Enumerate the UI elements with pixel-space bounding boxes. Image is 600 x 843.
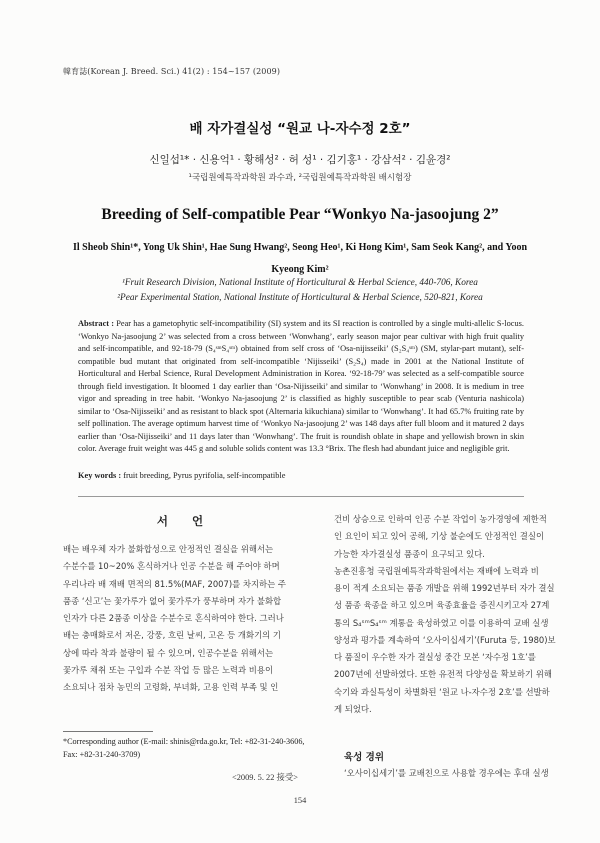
received-date: <2009. 5. 22 接受> bbox=[232, 773, 298, 782]
korean-affiliations: ¹국립원예특작과학원 과수과, ²국립원예특작과학원 배시험장 bbox=[188, 173, 412, 183]
english-title: Breeding of Self-compatible Pear “Wonkyo Na-jasoojung 2” bbox=[101, 206, 499, 223]
right-column-text: 건비 상승으로 인하여 인공 수분 작업이 농가경영에 제한적 인 요인이 되고 있어 공해, 기상 불순에도 안정적인 결실이 가능한 자가결실성 품종이 요구되고 있다. 농촌진흥청 국립원예특작과학원에서는 재배에 노력과 비 용이 적게 소요되는 품종 개발을 위해 1992년부터 자가 결실 성 품종 육종을 하고 있으며 육종효율을 증진시키고자 27계 통의 S₄ˢᵐS₄ˢᵐ 계통을 육성하였고 이를 이용하여 교배 실생 양성과 평가를 계속하여 ‘오사이십세기’(Furuta 등, 1980)보 다 품질이 우수한 자가 결실성 중간 모본 ‘자수정 1호’를 2007년에 선발하였다. 또한 유전적 다양성을 확보하기 위해 숙기와 과실특성이 차별화된 ‘원교 나-자수정 2호’를 선발하 게 되었다. bbox=[334, 514, 556, 714]
left-column-text: 배는 배우체 자가 불화합성으로 안정적인 결실을 위해서는 수분수를 10~20% 혼식하거나 인공 수분을 해 주어야 하며 우리나라 배 재배 면적의 81.5%(MAF, 2007)를 차지하는 주 품종 ‘신고’는 꽃가루가 없어 꽃가루가 풍부하며 자가 불화합 인자가 다른 2품종 이상을 수분수로 혼식하여야 한다. 그러나 배는 충매화로서 저온, 강풍, 흐린 날씨, 고온 등 개화기의 기 상에 따라 착과 불량이 될 수 있으며, 인공수분을 위해서는 꽃가루 채취 또는 구입과 수분 작업 등 많은 노력과 비용이 소요되나 점차 농민의 고령화, 부녀화, 고용 인력 부족 및 인 bbox=[63, 544, 286, 692]
page-number: 154 bbox=[293, 796, 307, 805]
affiliation-2: ²Pear Experimental Station, National Institute of Horticultural & Herbal Science, 520-821, Korea bbox=[117, 293, 483, 303]
divider bbox=[78, 496, 524, 497]
abstract bbox=[78, 318, 524, 456]
subsection-text: ‘오사이십세기’를 교배친으로 사용할 경우에는 후대 실생 bbox=[344, 768, 549, 778]
keywords bbox=[78, 471, 524, 480]
keywords-text: fruit breeding, Pyrus pyrifolia, self-incompatible bbox=[123, 471, 286, 480]
affiliation-1: ¹Fruit Research Division, National Institute of Horticultural & Herbal Science, 440-706, Korea bbox=[122, 278, 478, 288]
journal-citation: 韓育誌(Korean J. Breed. Sci.) 41(2) : 154~157 (2009) bbox=[63, 67, 281, 76]
abstract-text: Pear has a gametophytic self-incompatibility (SI) system and its SI reaction is controlled by a single multi-allelic S-locus. ‘Wonkyo Na-jasoojung 2’ was selected from a cross between ‘Wonwhang’, early season major pear cultivar with high fruit quality and self-incompatible, and 92-18-79 (S₄ˢᵐS₄ˢᵐ) obtained from self cross of ‘Osa-nijisseiki’ (S₂S₄ˢᵐ) (SM, stylar-part mutant), self-compatible bud mutant that originated from self-incompatible ‘Nijisseiki’ (S₂S₄) made in 2001 at the National Institute of Horticultural and Herbal Science, Rural Development Administration in Korea. ‘92-18-79’ was selected as a self-compatible source through field investigation. It bloomed 1 day earlier than ‘Osa-Nijisseiki’ and similar to ‘Wonwhang’ in 2008. It is medium in tree vigor and spreading in tree habit. ‘Wonkyo Na-jasoojung 2’ is classified as highly susceptible to pear scab (Venturia nashicola) similar to ‘Osa-Nijisseiki’ and as resistant to black spot (Alternaria kikuchiana) similar to ‘Wonwhang’. It had 65.7% fruiting rate by self pollination. The average optimum harvest time of ‘Wonkyo Na-jasoojung 2’ was 148 days after full bloom and it matured 2 days earlier than ‘Osa-Nijisseiki’ and 11 days later than ‘Wonwhang’. The fruit is roundish oblate in shape and yellowish brown in skin color. Average fruit weight was 445 g and soluble solids content was 13.3 °Brix. The flesh had abundant juice and negligible grit. bbox=[78, 319, 524, 454]
subsection-heading: 육성 경위 bbox=[344, 752, 385, 763]
abstract-label: Abstract : bbox=[78, 319, 115, 328]
footnote-divider bbox=[63, 731, 153, 732]
korean-authors: 신일섭¹* · 신용억¹ · 황해성² · 허 성¹ · 김기홍¹ · 강삼석² · 김윤경² bbox=[149, 154, 451, 166]
english-authors: Il Sheob Shin¹*, Yong Uk Shin¹, Hae Sung Hwang², Seong Heo¹, Ki Hong Kim¹, Sam Seok Kang², and Yoon Kyeong Kim² bbox=[72, 242, 528, 275]
corresponding-author-footnote: *Corresponding author (E-mail: shinis@rda.go.kr, Tel: +82-31-240-3606, Fax: +82-31-240-3709) bbox=[63, 737, 305, 760]
section-heading-introduction: 서 언 bbox=[156, 514, 214, 528]
korean-title: 배 자가결실성 “원교 나-자수정 2호” bbox=[189, 121, 411, 137]
english-affiliations bbox=[60, 276, 540, 306]
keywords-label: Key words : bbox=[78, 471, 122, 480]
